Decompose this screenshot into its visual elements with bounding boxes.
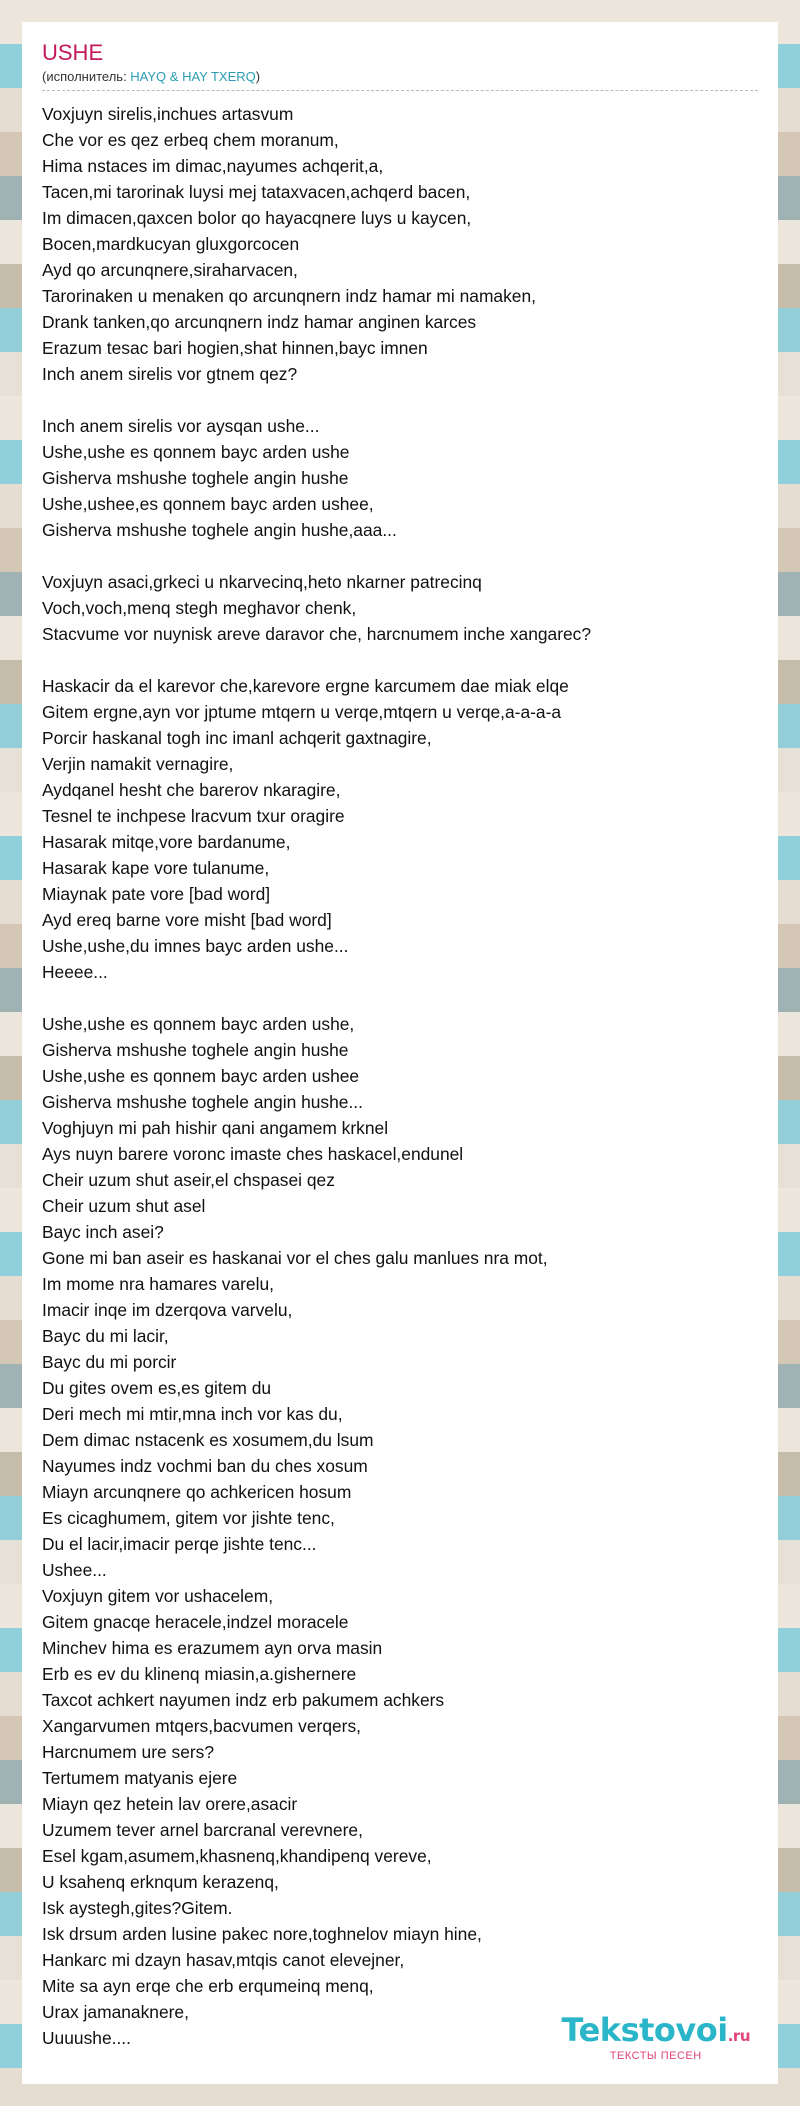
lyric-line: Voxjuyn asaci,grkeci u nkarvecinq,heto nkarner patrecinq — [42, 572, 482, 593]
stanza-break — [42, 387, 758, 413]
lyric-line: Im dimacen,qaxcen bolor qo hayacqnere luys u kaycen, — [42, 208, 472, 229]
lyric-line: Gitem ergne,ayn vor jptume mtqern u verqe,mtqern u verqe,a-a-a-a — [42, 702, 562, 723]
lyric-line: Es cicaghumem, gitem vor jishte tenc, — [42, 1508, 335, 1529]
lyric-line: Erazum tesac bari hogien,shat hinnen,bayc imnen — [42, 338, 428, 359]
lyric-line: Miayn qez hetein lav orere,asacir — [42, 1794, 298, 1815]
lyric-line: Ushe,ushe es qonnem bayc arden ushee — [42, 1066, 360, 1087]
artist-line — [42, 69, 758, 91]
lyric-line: Xangarvumen mtqers,bacvumen verqers, — [42, 1716, 361, 1737]
lyric-line: Aydqanel hesht che barerov nkaragire, — [42, 780, 341, 801]
lyric-line: Urax jamanaknere, — [42, 2002, 189, 2023]
lyric-line: Hasarak mitqe,vore bardanume, — [42, 832, 291, 853]
lyrics-card — [22, 22, 778, 2084]
logo-name: Tekstovoi — [561, 2011, 728, 2049]
lyric-line: Miaynak pate vore [bad word] — [42, 884, 271, 905]
song-title: USHE — [42, 40, 104, 65]
lyric-line: Inch anem sirelis vor aysqan ushe... — [42, 416, 320, 437]
stanza-break — [42, 985, 758, 1011]
lyric-line: Voxjuyn sirelis,inchues artasvum — [42, 104, 294, 125]
lyric-line: Heeee... — [42, 962, 108, 983]
lyric-line: Taxcot achkert nayumen indz erb pakumem achkers — [42, 1690, 445, 1711]
lyric-line: Ushe,ushee,es qonnem bayc arden ushee, — [42, 494, 374, 515]
lyric-line: Bocen,mardkucyan gluxgorcocen — [42, 234, 300, 255]
lyric-line: Dem dimac nstacenk es xosumem,du lsum — [42, 1430, 374, 1451]
lyric-line: Bayc inch asei? — [42, 1222, 164, 1243]
lyric-line: Uuuushe.... — [42, 2028, 131, 2049]
lyric-line: Gisherva mshushe toghele angin hushe — [42, 468, 349, 489]
lyric-line: Gisherva mshushe toghele angin hushe — [42, 1040, 349, 1061]
logo-tld: .ru — [727, 2027, 750, 2045]
lyric-line: Hasarak kape vore tulanume, — [42, 858, 270, 879]
lyric-line: Imacir inqe im dzerqova varvelu, — [42, 1300, 293, 1321]
lyric-line: Gisherva mshushe toghele angin hushe,aaa... — [42, 520, 397, 541]
lyric-line: Gitem gnacqe heracele,indzel moracele — [42, 1612, 349, 1633]
lyric-line: Gisherva mshushe toghele angin hushe... — [42, 1092, 363, 1113]
stanza-break — [42, 543, 758, 569]
site-logo[interactable] — [561, 2011, 750, 2062]
lyric-line: Tesnel te inchpese lracvum txur oragire — [42, 806, 345, 827]
lyric-line: Nayumes indz vochmi ban du ches xosum — [42, 1456, 368, 1477]
lyric-line: Hima nstaces im dimac,nayumes achqerit,a, — [42, 156, 384, 177]
lyric-line: Inch anem sirelis vor gtnem qez? — [42, 364, 298, 385]
lyric-line: Voghjuyn mi pah hishir qani angamem krknel — [42, 1118, 389, 1139]
lyric-line: Che vor es qez erbeq chem moranum, — [42, 130, 339, 151]
lyric-line: Tarorinaken u menaken qo arcunqnern indz hamar mi namaken, — [42, 286, 536, 307]
lyric-line: Voxjuyn gitem vor ushacelem, — [42, 1586, 274, 1607]
lyric-line: Ayd ereq barne vore misht [bad word] — [42, 910, 332, 931]
lyric-line: Cheir uzum shut aseir,el chspasei qez — [42, 1170, 335, 1191]
lyric-line: Gone mi ban aseir es haskanai vor el ches galu manlues nra mot, — [42, 1248, 548, 1269]
lyric-line: Ushe,ushe,du imnes bayc arden ushe... — [42, 936, 349, 957]
lyrics-text — [42, 101, 758, 2051]
stanza-break — [42, 647, 758, 673]
lyric-line: Hankarc mi dzayn hasav,mtqis canot elevejner, — [42, 1950, 405, 1971]
lyric-line: Mite sa ayn erqe che erb erqumeinq menq, — [42, 1976, 374, 1997]
lyric-line: Tacen,mi tarorinak luysi mej tataxvacen,achqerd bacen, — [42, 182, 471, 203]
lyric-line: Miayn arcunqnere qo achkericen hosum — [42, 1482, 352, 1503]
lyric-line: Ayd qo arcunqnere,siraharvacen, — [42, 260, 298, 281]
logo-tagline: ТЕКСТЫ ПЕСЕН — [609, 2050, 702, 2062]
lyric-line: Minchev hima es erazumem ayn orva masin — [42, 1638, 383, 1659]
lyric-line: Voch,voch,menq stegh meghavor chenk, — [42, 598, 357, 619]
lyric-line: Isk drsum arden lusine pakec nore,toghnelov miayn hine, — [42, 1924, 482, 1945]
lyric-line: Erb es ev du klinenq miasin,a.gishernere — [42, 1664, 357, 1685]
lyric-line: Im mome nra hamares varelu, — [42, 1274, 274, 1295]
lyric-line: Porcir haskanal togh inc imanl achqerit gaxtnagire, — [42, 728, 432, 749]
lyric-line: Bayc du mi porcir — [42, 1352, 177, 1373]
lyric-line: Tertumem matyanis ejere — [42, 1768, 238, 1789]
lyric-line: Du gites ovem es,es gitem du — [42, 1378, 272, 1399]
lyric-line: Isk aystegh,gites?Gitem. — [42, 1898, 233, 1919]
lyric-line: U ksahenq erknqum kerazenq, — [42, 1872, 279, 1893]
artist-link[interactable]: HAYQ & HAY TXERQ — [130, 69, 256, 85]
artist-suffix: ) — [255, 69, 261, 85]
artist-prefix: (исполнитель: — [42, 69, 131, 85]
lyric-line: Stacvume vor nuynisk areve daravor che, harcnumem inche xangarec? — [42, 624, 592, 645]
lyric-line: Verjin namakit vernagire, — [42, 754, 234, 775]
lyric-line: Deri mech mi mtir,mna inch vor kas du, — [42, 1404, 343, 1425]
lyric-line: Uzumem tever arnel barcranal verevnere, — [42, 1820, 363, 1841]
lyric-line: Ushe,ushe es qonnem bayc arden ushe — [42, 442, 350, 463]
lyric-line: Esel kgam,asumem,khasnenq,khandipenq vereve, — [42, 1846, 432, 1867]
lyric-line: Ays nuyn barere voronc imaste ches haskacel,endunel — [42, 1144, 464, 1165]
lyric-line: Ushe,ushe es qonnem bayc arden ushe, — [42, 1014, 355, 1035]
lyric-line: Harcnumem ure sers? — [42, 1742, 215, 1763]
lyric-line: Ushee... — [42, 1560, 107, 1581]
lyric-line: Haskacir da el karevor che,karevore ergne karcumem dae miak elqe — [42, 676, 569, 697]
lyric-line: Bayc du mi lacir, — [42, 1326, 169, 1347]
lyric-line: Du el lacir,imacir perqe jishte tenc... — [42, 1534, 317, 1555]
lyric-line: Cheir uzum shut asel — [42, 1196, 206, 1217]
lyric-line: Drank tanken,qo arcunqnern indz hamar anginen karces — [42, 312, 477, 333]
